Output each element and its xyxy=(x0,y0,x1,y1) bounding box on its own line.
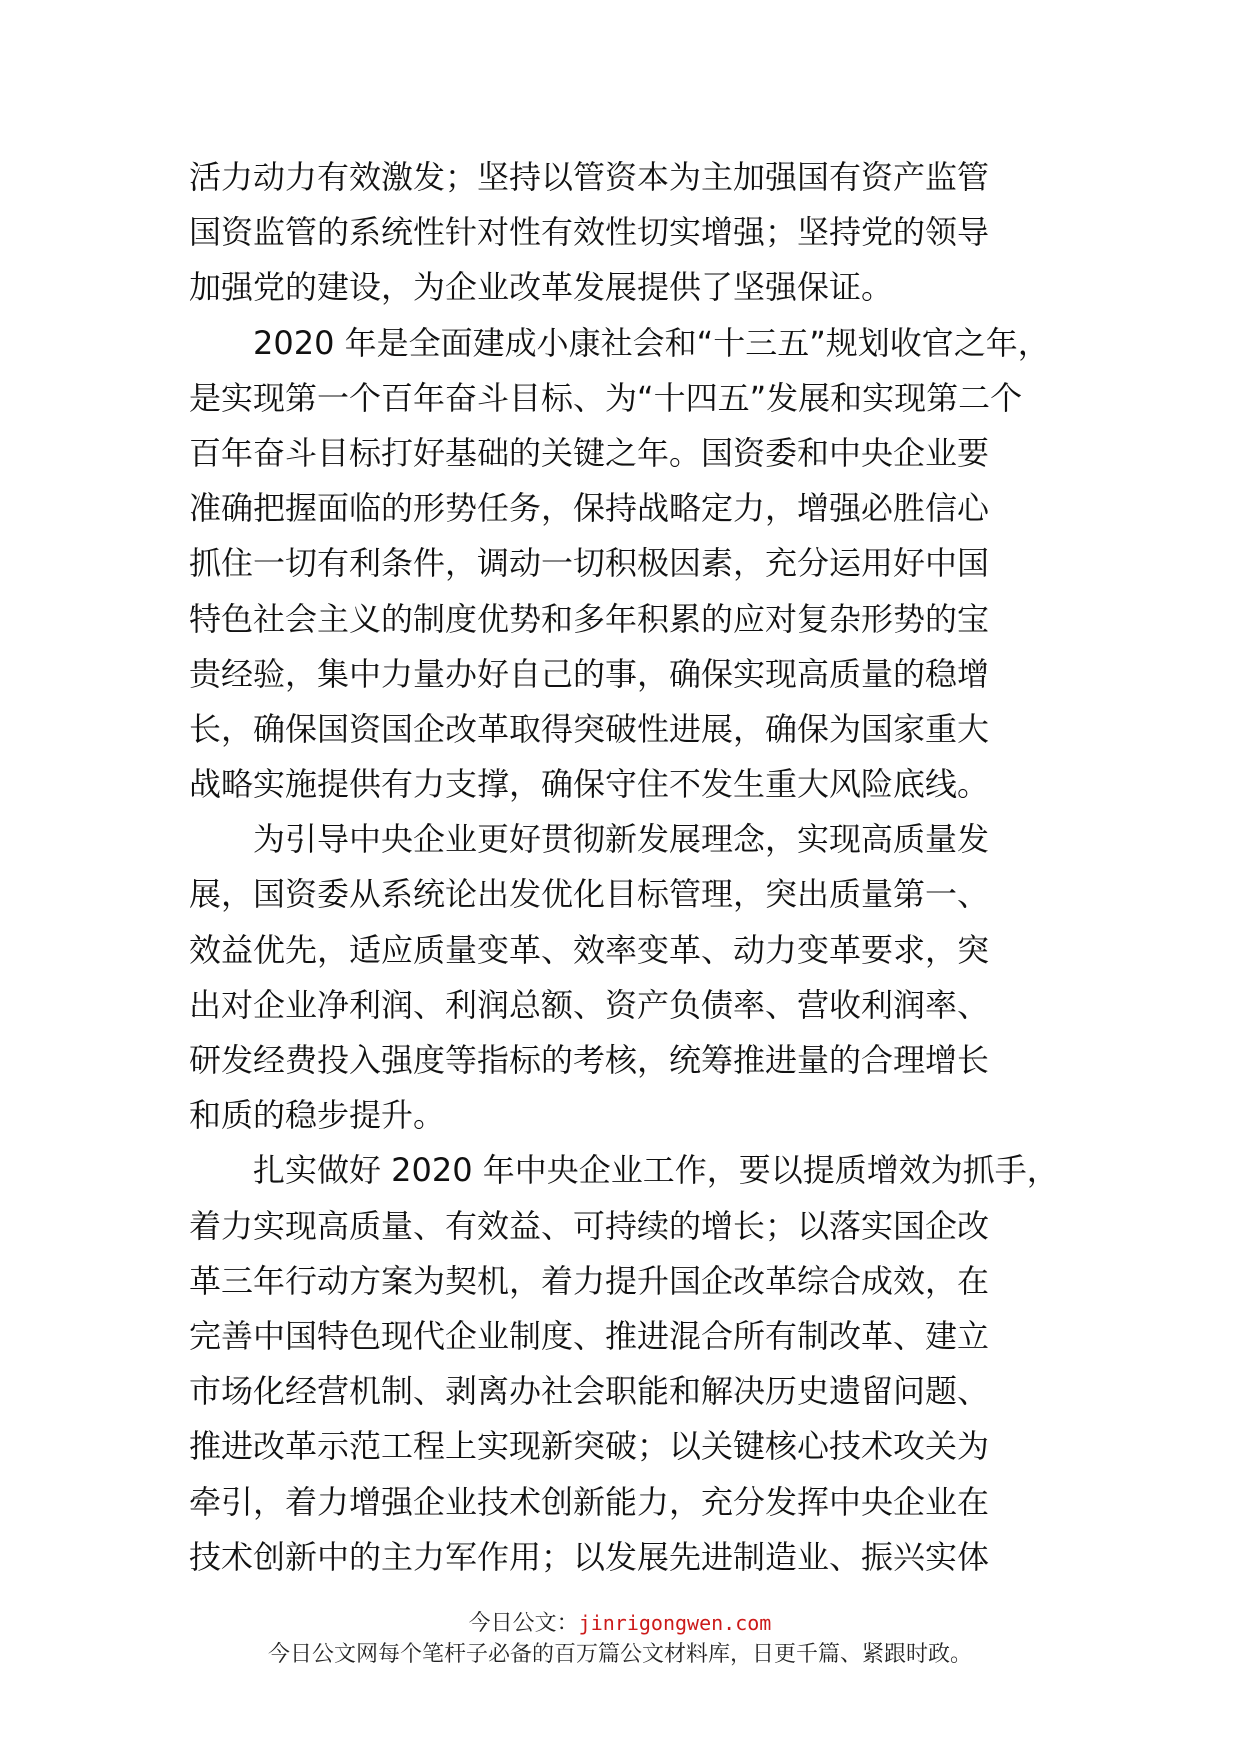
text-line: 出对企业净利润、利润总额、资产负债率、营收利润率、 xyxy=(189,985,990,1024)
text-line: 革三年行动方案为契机，着力提升国企改革综合成效，在 xyxy=(189,1261,990,1300)
footer-site-label: 今日公文： xyxy=(468,1611,579,1636)
paragraph-first-line: 为引导中央企业更好贯彻新发展理念，实现高质量发 xyxy=(253,820,990,859)
footer-slogan: 今日公文网每个笔杆子必备的百万篇公文材料库，日更千篇、紧跟时政。 xyxy=(267,1642,972,1667)
text-line: 完善中国特色现代企业制度、推进混合所有制改革、建立 xyxy=(189,1316,990,1355)
footer-site-credit xyxy=(0,1608,1240,1639)
paragraph-first-line: 扎实做好 2020 年中央企业工作，要以提质增效为抓手， xyxy=(253,1151,1059,1190)
text-line: 特色社会主义的制度优势和多年积累的应对复杂形势的宝 xyxy=(189,599,990,638)
document-body xyxy=(189,150,1089,1585)
text-line: 活力动力有效激发；坚持以管资本为主加强国有资产监管 xyxy=(189,158,990,196)
text-line: 技术创新中的主力军作用；以发展先进制造业、振兴实体 xyxy=(189,1537,990,1576)
text-line: 百年奋斗目标打好基础的关键之年。国资委和中央企业要 xyxy=(189,433,990,472)
text-line: 准确把握面临的形势任务，保持战略定力，增强必胜信心 xyxy=(189,489,990,528)
text-line: 展，国资委从系统论出发优化目标管理，突出质量第一、 xyxy=(189,875,990,914)
text-line: 国资监管的系统性针对性有效性切实增强；坚持党的领导 xyxy=(189,213,990,252)
text-line: 着力实现高质量、有效益、可持续的增长；以落实国企改 xyxy=(189,1206,990,1245)
footer-site-link[interactable]: jinrigongwen.com xyxy=(578,1611,772,1635)
text-line: 加强党的建设，为企业改革发展提供了坚强保证。 xyxy=(189,268,894,307)
text-line: 和质的稳步提升。 xyxy=(189,1096,446,1135)
text-line: 战略实施提供有力支撑，确保守住不发生重大风险底线。 xyxy=(189,765,990,804)
text-line: 市场化经营机制、剥离办社会职能和解决历史遗留问题、 xyxy=(189,1372,990,1411)
text-line: 效益优先，适应质量变革、效率变革、动力变革要求，突 xyxy=(189,930,990,969)
text-line: 牵引，着力增强企业技术创新能力，充分发挥中央企业在 xyxy=(189,1482,990,1521)
text-line: 是实现第一个百年奋斗目标、为“十四五”发展和实现第二个 xyxy=(189,378,1023,417)
text-line: 研发经费投入强度等指标的考核，统筹推进量的合理增长 xyxy=(189,1041,990,1079)
text-line: 贵经验，集中力量办好自己的事，确保实现高质量的稳增 xyxy=(189,654,990,693)
text-line: 推进改革示范工程上实现新突破；以关键核心技术攻关为 xyxy=(189,1427,990,1466)
paragraph-first-line: 2020 年是全面建成小康社会和“十三五”规划收官之年， xyxy=(253,323,1050,362)
text-line: 抓住一切有利条件，调动一切积极因素，充分运用好中国 xyxy=(189,544,990,583)
text-line: 长，确保国资国企改革取得突破性进展，确保为国家重大 xyxy=(189,709,990,748)
